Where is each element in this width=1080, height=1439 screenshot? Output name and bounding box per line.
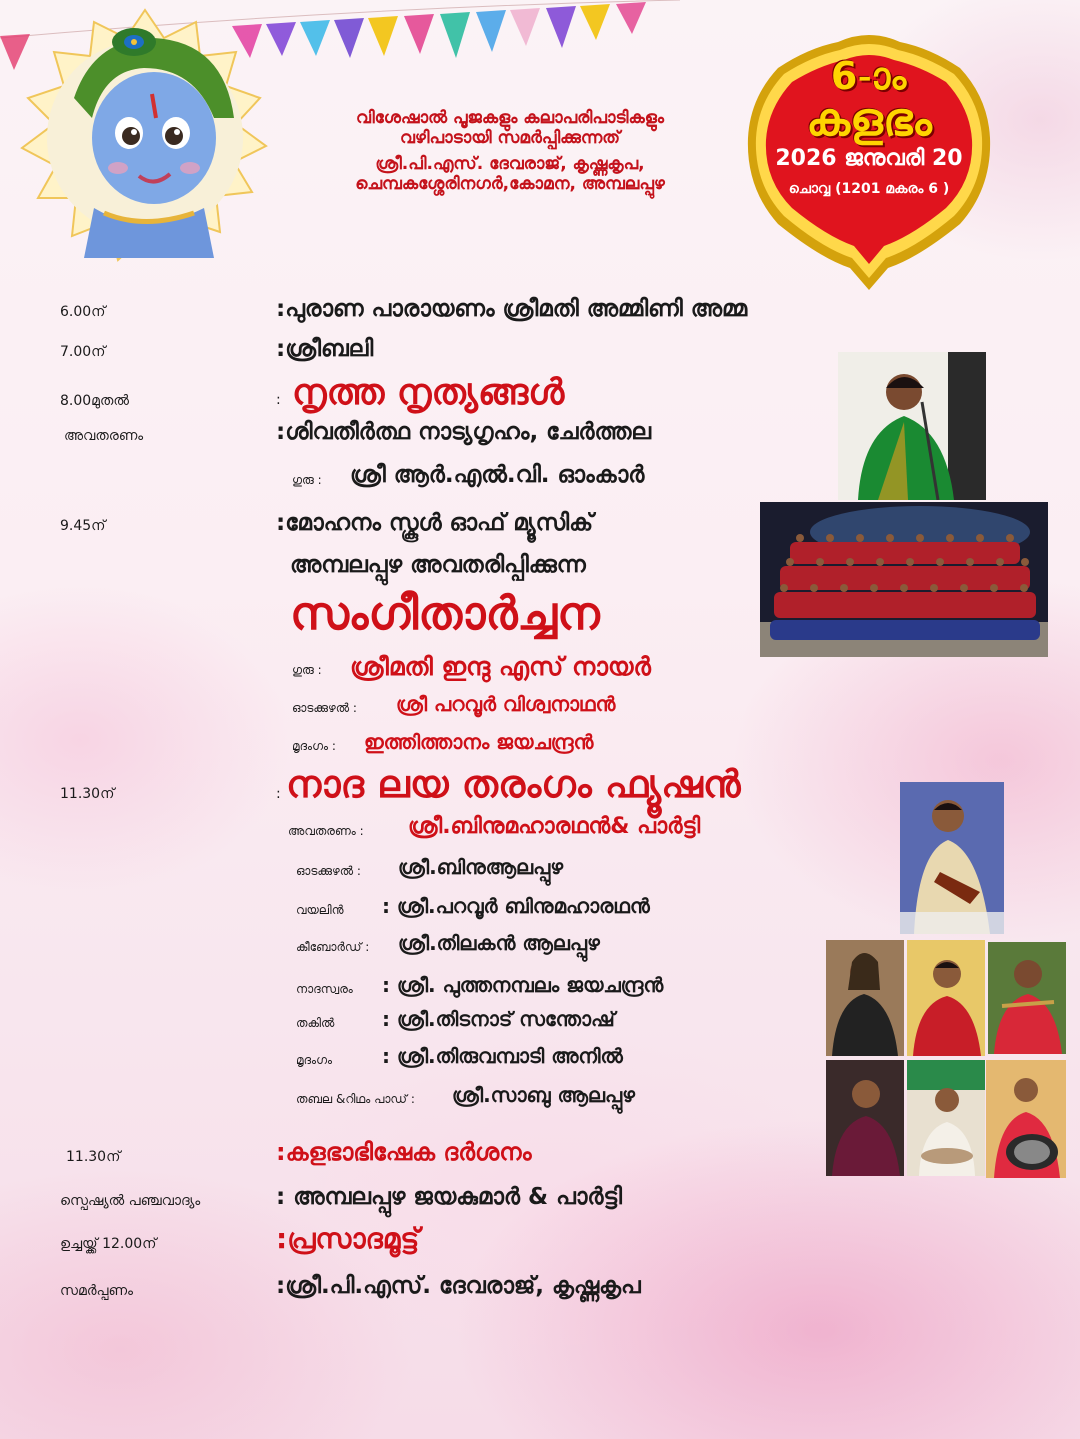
header-line-1: വിശേഷാൽ പൂജകളും കലാപരിപാടികളും xyxy=(356,108,664,128)
krishna-illustration xyxy=(14,8,276,270)
time-noon: ഉച്ചയ്ക്ക് 12.00ന് xyxy=(60,1236,157,1252)
label-panchavadyam: സ്പെഷ്യൽ പഞ്ചവാദ്യം xyxy=(60,1193,201,1209)
avatharanam-binu-party: ശ്രീ.ബിനുമഹാരഥൻ& പാർട്ടി xyxy=(408,814,701,839)
event-sangeetharchana-title: സംഗീതാർച്ചന xyxy=(290,586,600,640)
mridangam-anil: : ശ്രീ.തിരുവമ്പാടി അനിൽ xyxy=(382,1044,623,1068)
badge-ordinal: 6-ാം xyxy=(830,54,908,98)
photo-musician-5 xyxy=(907,1060,985,1176)
badge-day: ചൊവ്വ (1201 മകരം 6 ) xyxy=(788,181,950,197)
label-guru: ഗുരു : xyxy=(292,473,322,487)
label-flute: ഓടക്കുഴൽ : xyxy=(292,701,357,715)
event-mohanam-school: :മോഹനം സ്കൂൾ ഓഫ് മ്യൂസിക് xyxy=(276,510,594,536)
label-keyboard: കീബോർഡ് : xyxy=(296,940,370,954)
event-kalabhabhisheka: :കളഭാഭിഷേക ദർശനം xyxy=(276,1138,532,1166)
event-prasadamoottu: :പ്രസാദമൂട്ട് xyxy=(276,1222,420,1255)
photo-musician-2 xyxy=(907,940,985,1056)
label-guru-2: ഗുരു : xyxy=(292,663,322,677)
label-nadaswaram: നാദസ്വരം xyxy=(296,982,353,996)
photo-musician-1 xyxy=(826,940,904,1056)
violin-binumaharathan: : ശ്രീ.പറവൂർ ബിനുമഹാരഥൻ xyxy=(382,894,650,918)
event-ambalappuzha-presents: അമ്പലപ്പുഴ അവതരിപ്പിക്കുന്ന xyxy=(290,552,586,578)
header-offering-text xyxy=(290,108,730,194)
label-avatharanam-2: അവതരണം : xyxy=(288,824,364,838)
header-line-2: വഴിപാടായി സമർപ്പിക്കുന്നത് xyxy=(399,128,621,148)
event-purana-parayanam: :പുരാണ പാരായണം ശ്രീമതി അമ്മിണി അമ്മ xyxy=(276,296,748,322)
header-line-3: ശ്രീ.പി.എസ്. ദേവരാജ്, കൃഷ്ണകൃപ, xyxy=(375,154,645,174)
event-samarppanam-devaraj: :ശ്രീ.പി.എസ്. ദേവരാജ്, കൃഷ്ണകൃപ xyxy=(276,1273,641,1299)
photo-music-school-group xyxy=(760,502,1048,657)
event-nritha-title: നൃത്ത നൃത്യങ്ങൾ xyxy=(292,372,565,413)
photo-singer-woman xyxy=(838,352,986,500)
event-sivatheertha: :ശിവതീർത്ഥ നാട്യഗൃഹം, ചേർത്തല xyxy=(276,419,652,445)
event-panchavadyam-party: : അമ്പലപ്പുഴ ജയകുമാർ & പാർട്ടി xyxy=(276,1184,622,1210)
photo-musician-4 xyxy=(826,1060,904,1176)
guru-indu: ശ്രീമതി ഇന്ദു എസ് നായർ xyxy=(350,652,651,681)
flute-viswanathan: ശ്രീ പറവൂർ വിശ്വനാഥൻ xyxy=(396,692,616,716)
colon: : xyxy=(276,392,281,408)
time-6am: 6.00ന് xyxy=(60,304,106,320)
label-avatharanam: അവതരണം xyxy=(64,428,144,444)
thakil-santhosh: : ശ്രീ.തിടനാട് സന്തോഷ് xyxy=(382,1007,615,1031)
event-sreebali: :ശ്രീബലി xyxy=(276,336,374,362)
photo-musician-3 xyxy=(988,942,1066,1054)
flute-binu: ശ്രീ.ബിനുആലപ്പുഴ xyxy=(398,855,564,879)
label-flute-2: ഓടക്കുഴൽ : xyxy=(296,864,361,878)
label-violin: വയലിൻ xyxy=(296,903,344,917)
mridangam-jayachandran: ഇത്തിത്താനം ജയചന്ദ്രൻ xyxy=(364,730,594,754)
label-samarppanam: സമർപ്പണം xyxy=(60,1283,133,1299)
time-8am: 8.00മുതൽ xyxy=(60,393,129,409)
guru-omkar: ശ്രീ ആർ.എൽ.വി. ഓംകാർ xyxy=(350,462,645,488)
event-fusion-title: നാദ ലയ തരംഗം ഫ്യൂഷൻ xyxy=(286,762,741,806)
time-1130-b: 11.30ന് xyxy=(66,1149,121,1165)
label-mridangam-2: മൃദംഗം xyxy=(296,1053,333,1067)
time-1130: 11.30ന് xyxy=(60,786,115,802)
colon: : xyxy=(276,786,281,802)
label-tabla: തബല &റിഥം പാഡ് : xyxy=(296,1092,415,1106)
nadaswaram-jayachandran: : ശ്രീ. പുത്തനമ്പലം ജയചന്ദ്രൻ xyxy=(382,973,664,997)
time-945: 9.45ന് xyxy=(60,518,106,534)
keyboard-thilakan: ശ്രീ.തിലകൻ ആലപ്പുഴ xyxy=(398,931,600,955)
label-thakil: തകിൽ xyxy=(296,1016,335,1030)
photo-musician-6 xyxy=(986,1060,1066,1178)
time-7am: 7.00ന് xyxy=(60,344,106,360)
label-mridangam: മൃദംഗം : xyxy=(292,739,336,753)
header-line-4: ചെമ്പകശ്ശേരിനഗർ,കോമന, അമ്പലപ്പുഴ xyxy=(355,174,665,194)
tabla-sabu: ശ്രീ.സാബു ആലപ്പുഴ xyxy=(452,1083,635,1107)
badge-date: 2026 ജനുവരി 20 xyxy=(775,146,963,171)
photo-violinist xyxy=(900,782,1004,934)
badge-title: കളഭം xyxy=(806,92,932,146)
